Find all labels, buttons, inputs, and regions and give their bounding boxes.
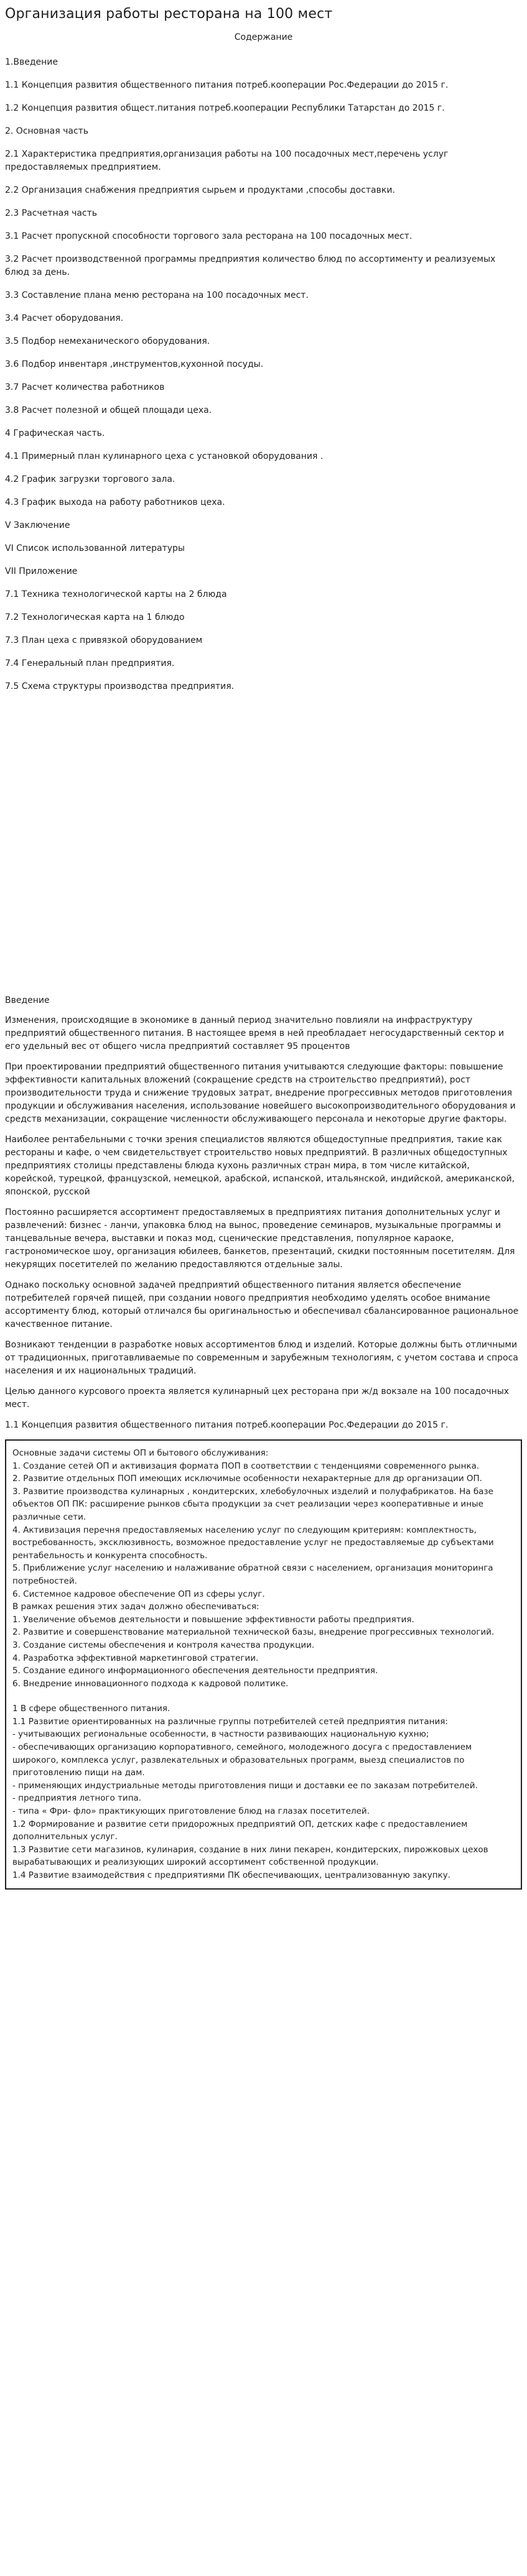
box-line: В рамках решения этих задач должно обеспечиваться: (12, 1602, 259, 1612)
toc-item: 7.4 Генеральный план предприятия. (5, 658, 175, 668)
box-line: 4. Разработка эффективной маркетинговой стратегии. (12, 1653, 259, 1663)
toc-item: VII Приложение (5, 566, 78, 576)
box-line: 5. Создание единого информационного обеспечения деятельности предприятия. (12, 1666, 378, 1676)
box-line: 2. Развитие отдельных ПОП имеющих исключимые особенности нехарактерные для др организации ОП. (12, 1474, 482, 1484)
toc-item: 3.3 Составление плана меню ресторана на 100 посадочных мест. (5, 290, 309, 300)
toc-heading: Содержание (234, 32, 293, 42)
toc-item: 2.1 Характеристика предприятия,организация работы на 100 посадочных мест,перечень услуг предоставляемых предприятием. (5, 149, 449, 172)
toc-item: 4.3 График выхода на работу работников цеха. (5, 497, 225, 507)
toc-item: 2. Основная часть (5, 126, 89, 136)
box-line: 1.3 Развитие сети магазинов, кулинария, создание в них лини пекарен, кондитерских, пирожковых цехов вырабатывающих и реализующих широкий ассортимент собственной продукции. (12, 1844, 488, 1868)
box-line: 1.4 Развитие взаимодействия с предприятиями ПК обеспечивающих, централизованную закупку. (12, 1870, 450, 1880)
blank-space (5, 703, 522, 995)
box-line: 6. Системное кадровое обеспечение ОП из сферы услуг. (12, 1589, 265, 1599)
body-paragraph: Целью данного курсового проекта является кулинарный цех ресторана при ж/д вокзале на 100 посадочных мест. (5, 1387, 510, 1410)
toc-item: 3.7 Расчет количества работников (5, 382, 165, 392)
introduction-heading: Введение (5, 995, 50, 1005)
box-line: - типа « Фри- фло» практикующих приготовление блюд на глазах посетителей. (12, 1806, 370, 1817)
box-line: 6. Внедрение инновационного подхода к кадровой политике. (12, 1678, 289, 1689)
body-paragraph: Постоянно расширяется ассортимент предоставляемых в предприятиях питания дополнительных услуг и развлечений: бизнес - ланчи, упаковка блюд на вынос, проведение семинаров, музыкальные программы и танцевальные вечера, выставки и показ мод, сценические представления, популярное караоке, гастрономическое шоу, организация юбилеев, банкетов, презентаций, скидки постоянным посетителям. Для некурящих посетителей по желанию предоставляются отдельные залы. (5, 1207, 515, 1270)
document-title: Организация работы ресторана на 100 мест (5, 6, 333, 22)
table-of-contents (5, 56, 522, 693)
toc-item: 4.2 График загрузки торгового зала. (5, 474, 175, 484)
toc-item: 4 Графическая часть. (5, 428, 105, 438)
box-line: Основные задачи системы ОП и бытового обслуживания: (12, 1448, 269, 1458)
toc-item: 3.2 Расчет производственной программы предприятия количество блюд по ассортименту и реализуемых блюд за день. (5, 254, 496, 277)
toc-item: 1.1 Концепция развития общественного питания потреб.кооперации Рос.Федерации до 2015 г. (5, 80, 449, 90)
box-line: 5. Приближение услуг населению и налаживание обратной связи с населением, организация мониторинга потребностей. (12, 1563, 493, 1586)
box-line: 4. Активизация перечня предоставляемых населению услуг по следующим критериям: комплектность, востребованность, эксклюзивность, возможное предоставление услуг не предоставляемые др субъектами рентабельность и конкурента способность. (12, 1525, 494, 1561)
body-paragraph: Изменения, происходящие в экономике в данный период значительно повлияли на инфраструктуру предприятий общественного питания. В настоящее время в ней преобладает негосударственный сектор и его удельный вес от общего числа предприятий составляет 95 процентов (5, 1015, 505, 1051)
box-line: 1 В сфере общественного питания. (12, 1704, 170, 1714)
bordered-text-box (5, 1439, 522, 1890)
box-line: - применяющих индустриальные методы приготовления пищи и доставки ее по заказам потребителей. (12, 1780, 478, 1791)
toc-item: 7.2 Технологическая карта на 1 блюдо (5, 612, 185, 622)
toc-item: 3.1 Расчет пропускной способности торгового зала ресторана на 100 посадочных мест. (5, 231, 413, 241)
toc-item: 1.2 Концепция развития общест.питания потреб.кооперации Республики Татарстан до 2015 г. (5, 103, 445, 113)
box-line: 2. Развитие и совершенствование материальной технической базы, внедрение прогрессивных технологий. (12, 1627, 495, 1638)
box-line: - предприятия летного типа. (12, 1793, 142, 1804)
toc-item: 3.4 Расчет оборудования. (5, 313, 124, 323)
toc-item: 7.3 План цеха с привязкой оборудованием (5, 635, 203, 645)
box-line: 1. Увеличение объемов деятельности и повышение эффективности работы предприятия. (12, 1614, 414, 1625)
box-line: 3. Развитие производства кулинарных , кондитерских, хлебобулочных изделий и полуфабрикатов. На базе объектов ОП ПК: расширение рынков сбыта продукции за счет реализации через кооперативные и иные различные сети. (12, 1486, 493, 1522)
toc-item: 3.8 Расчет полезной и общей площади цеха. (5, 405, 212, 415)
toc-item: 3.5 Подбор немеханического оборудования. (5, 336, 210, 346)
toc-item: 3.6 Подбор инвентаря ,инструментов,кухонной посуды. (5, 359, 264, 369)
box-line: 1.1 Развитие ориентированных на различные группы потребителей сетей предприятия питания: (12, 1716, 448, 1727)
toc-item: V Заключение (5, 520, 70, 530)
box-line: 1. Создание сетей ОП и активизация формата ПОП в соответствии с тенденциями современного рынка. (12, 1461, 480, 1471)
box-line: 1.2 Формирование и развитие сети придорожных предприятий ОП, детских кафе с предоставлением дополнительных услуг. (12, 1819, 468, 1842)
body-paragraph: При проектировании предприятий общественного питания учитываются следующие факторы: повышение эффективности капитальных вложений (сокращение средств на строительство предприятий), рост производительности труда и снижение трудовых затрат, внедрение прогрессивных методов приготовления продукции и обслуживания населения, использование новейшего высокопроизводительного оборудования и средств механизации, сокращение численности обслуживающего персонала и некоторые другие факторы. (5, 1062, 516, 1124)
toc-item: 1.Введение (5, 57, 58, 67)
toc-item: 7.5 Схема структуры производства предприятия. (5, 681, 235, 691)
toc-item: 2.2 Организация снабжения предприятия сырьем и продуктами ,способы доставки. (5, 185, 395, 195)
document-page (0, 5, 527, 1890)
body-paragraph: Наиболее рентабельными с точки зрения специалистов являются общедоступные предприятия, такие как рестораны и кафе, о чем свидетельствует строительство новых предприятий. В различных общедоступных предприятиях столицы представлены блюда кухонь различных стран мира, в том числе китайской, корейской, турецкой, французской, немецкой, арабской, испанской, итальянской, индийской, американской, японской, русской (5, 1135, 515, 1197)
box-line: 3. Создание системы обеспечения и контроля качества продукции. (12, 1640, 315, 1650)
toc-item: 2.3 Расчетная часть (5, 208, 98, 218)
toc-item: VI Список использованной литературы (5, 543, 185, 553)
body-paragraph: Однако поскольку основной задачей предприятий общественного питания является обеспечение потребителей горячей пищей, при создании нового предприятия необходимо уделять особое внимание ассортименту блюд, который отличался бы оригинальностью и обеспечивал сбалансированное рациональное качественное питание. (5, 1280, 519, 1329)
box-line: - учитывающих региональные особенности, в частности развивающих национальную кухню; (12, 1729, 429, 1740)
box-spacer (12, 1690, 515, 1702)
toc-item: 7.1 Техника технологической карты на 2 блюда (5, 589, 227, 599)
section-heading-paragraph: 1.1 Концепция развития общественного питания потреб.кооперации Рос.Федерации до 2015 г. (5, 1420, 449, 1430)
toc-item: 4.1 Примерный план кулинарного цеха с установкой оборудования . (5, 451, 324, 461)
box-line: - обеспечивающих организацию корпоративного, семейного, молодежного досуга с предоставлением широкого, комплекса услуг, развлекательных и образовательных программ, выезд специалистов по приготовлению пищи на дам. (12, 1742, 472, 1778)
body-paragraph: Возникают тенденции в разработке новых ассортиментов блюд и изделий. Которые должны быть отличными от традиционных, приготавливаемые по современным и зарубежным технологиям, с учетом состава и спроса населения и их национальных традиций. (5, 1340, 518, 1376)
